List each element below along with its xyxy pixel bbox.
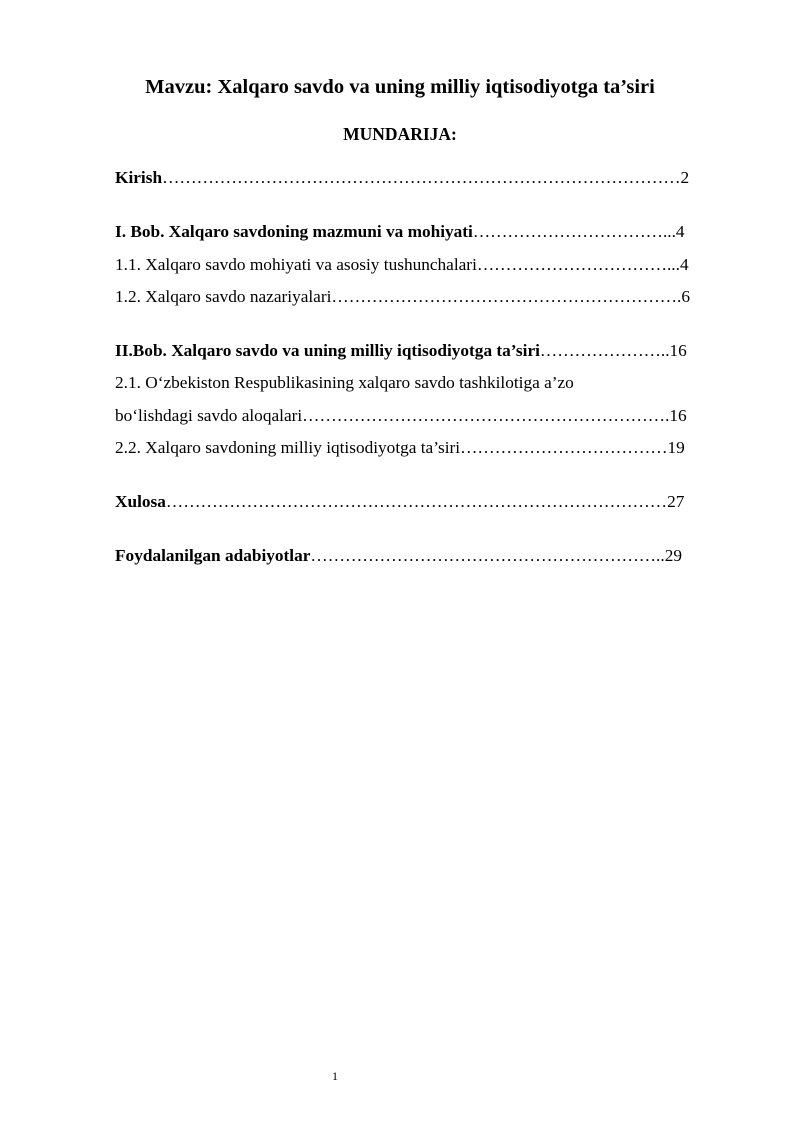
toc-leader-dots: ……………………………… — [460, 438, 668, 457]
toc-page-number: 2 — [680, 168, 690, 187]
toc-entry-label: I. Bob. Xalqaro savdoning mazmuni va mohiyati — [115, 222, 473, 241]
toc-leader-dots: …………………………………………………….. — [310, 546, 665, 565]
toc-entry-xulosa — [115, 492, 684, 512]
toc-leader-dots: ……………………………... — [476, 255, 680, 274]
toc-page-number: 19 — [667, 438, 685, 457]
toc-leader-dots: ………………………………………………………. — [302, 406, 670, 425]
toc-page-number: 4 — [675, 222, 685, 241]
toc-page-number: 4 — [679, 255, 689, 274]
toc-page-number: 16 — [669, 406, 687, 425]
toc-entry-chapter-1 — [115, 222, 685, 242]
toc-page-number: 6 — [681, 287, 690, 306]
toc-leader-dots: ……………………………... — [472, 222, 676, 241]
toc-entry-section-2-1-line1 — [115, 373, 574, 393]
toc-entry-kirish — [115, 168, 689, 188]
toc-leader-dots: ……………………………………………………. — [331, 287, 682, 306]
toc-entry-label: Foydalanilgan adabiyotlar — [115, 546, 311, 565]
page-number: 1 — [332, 1069, 338, 1083]
toc-leader-dots: ……………………………………………………………………………… — [162, 168, 681, 187]
toc-entry-label: 1.2. Xalqaro savdo nazariyalari — [115, 287, 332, 306]
toc-page-number: 27 — [667, 492, 685, 511]
toc-entry-label: 2.1. O‘zbekiston Respublikasining xalqaro savdo tashkilotiga a’zo — [115, 373, 574, 392]
toc-entry-label: Xulosa — [115, 492, 166, 511]
toc-entry-chapter-2 — [115, 341, 687, 361]
toc-entry-section-2-1 — [115, 406, 687, 426]
toc-entry-adabiyotlar — [115, 546, 682, 566]
toc-entry-label: 1.1. Xalqaro savdo mohiyati va asosiy tushunchalari — [115, 255, 477, 274]
document-title: Mavzu: Xalqaro savdo va uning milliy iqtisodiyotga ta’siri — [145, 76, 655, 98]
contents-heading: MUNDARIJA: — [343, 124, 457, 144]
toc-entry-label: II.Bob. Xalqaro savdo va uning milliy iqtisodiyotga ta’siri — [115, 341, 540, 360]
toc-page-number: 16 — [669, 341, 687, 360]
toc-page-number: 29 — [664, 546, 682, 565]
toc-leader-dots: ………………….. — [539, 341, 670, 360]
toc-entry-label: bo‘lishdagi savdo aloqalari — [115, 406, 303, 425]
toc-entry-section-2-2 — [115, 438, 685, 458]
toc-entry-label: 2.2. Xalqaro savdoning milliy iqtisodiyotga ta’siri — [115, 438, 461, 457]
toc-leader-dots: …………………………………………………………………………… — [165, 492, 668, 511]
toc-entry-section-1-2 — [115, 287, 690, 307]
toc-entry-section-1-1 — [115, 255, 689, 275]
toc-entry-label: Kirish — [115, 168, 163, 187]
